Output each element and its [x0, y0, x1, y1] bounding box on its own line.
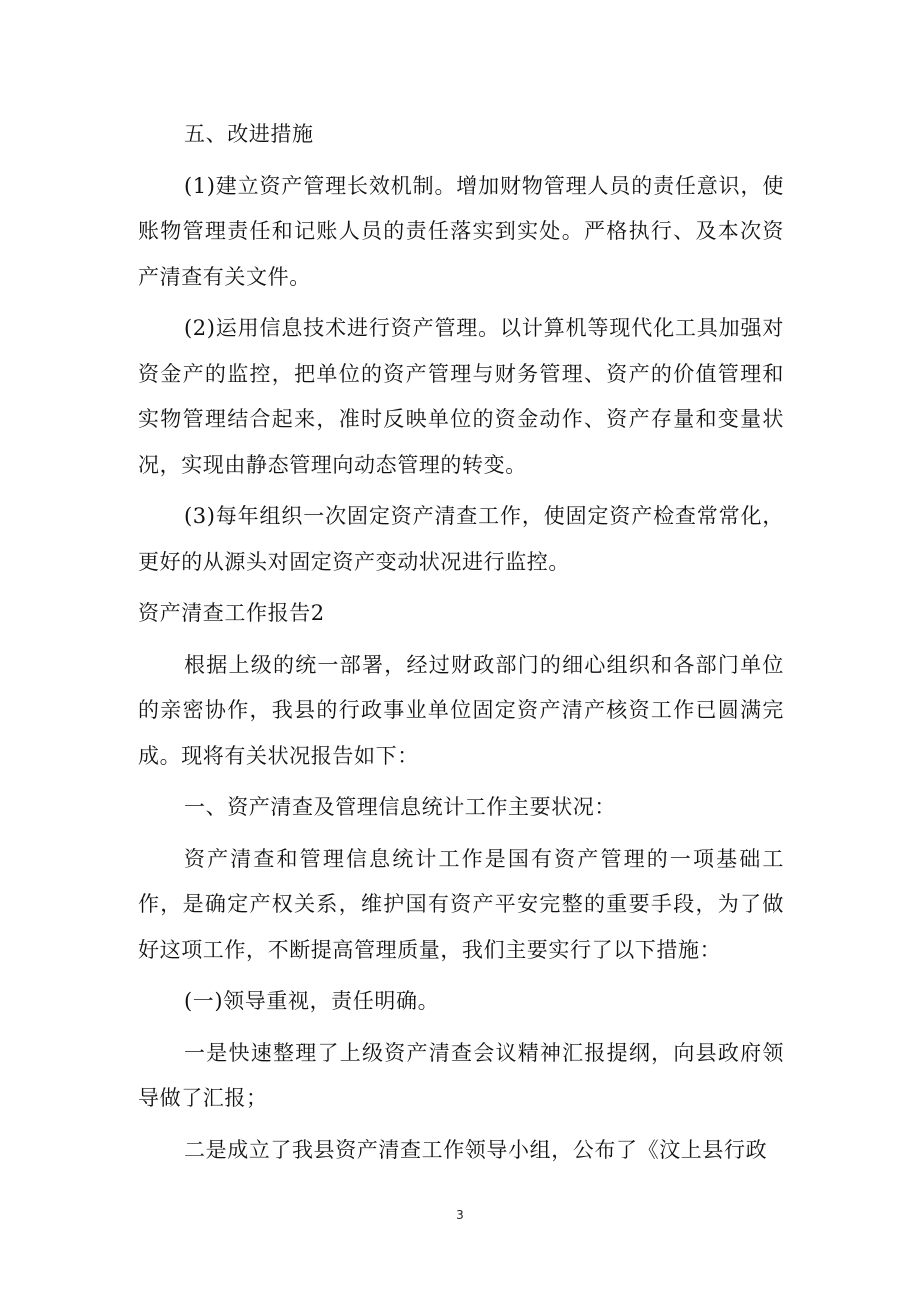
paragraph-intro: 根据上级的统一部署，经过财政部门的细心组织和各部门单位的亲密协作，我县的行政事业单位固定资产清产核资工作已圆满完成。现将有关状况报告如下：	[138, 652, 784, 768]
paragraph-point-1: 一是快速整理了上级资产清查会议精神汇报提纲，向县政府领导做了汇报；	[138, 1040, 784, 1110]
paragraph-point-2: 二是成立了我县资产清查工作领导小组，公布了《汶上县行政	[184, 1137, 768, 1162]
document-body	[138, 112, 784, 1179]
section-heading-status: 一、资产清查及管理信息统计工作主要状况：	[184, 795, 616, 819]
paragraph-measure-3: (3)每年组织一次固定资产清查工作，使固定资产检查常常化，更好的从源头对固定资产变动状况进行监控。	[138, 504, 784, 574]
paragraph-measure-2: (2)运用信息技术进行资产管理。以计算机等现代化工具加强对资金产的监控，把单位的资产管理与财务管理、资产的价值管理和实物管理结合起来，准时反映单位的资金动作、资产存量和变量状况，实现由静态管理向动态管理的转变。	[138, 316, 784, 477]
paragraph-status-body: 资产清查和管理信息统计工作是国有资产管理的一项基础工作，是确定产权关系，维护国有资产平安完整的重要手段，为了做好这项工作，不断提高管理质量，我们主要实行了以下措施：	[138, 846, 784, 962]
paragraph-measure-1: (1)建立资产管理长效机制。增加财物管理人员的责任意识，使账物管理责任和记账人员的责任落实到实处。严格执行、及本次资产清查有关文件。	[138, 173, 784, 289]
report-title: 资产清查工作报告2	[138, 601, 325, 625]
subheading-leadership: (一)领导重视，责任明确。	[184, 989, 440, 1013]
section-heading-improvement: 五、改进措施	[184, 122, 314, 146]
page-number: 3	[456, 1208, 464, 1222]
